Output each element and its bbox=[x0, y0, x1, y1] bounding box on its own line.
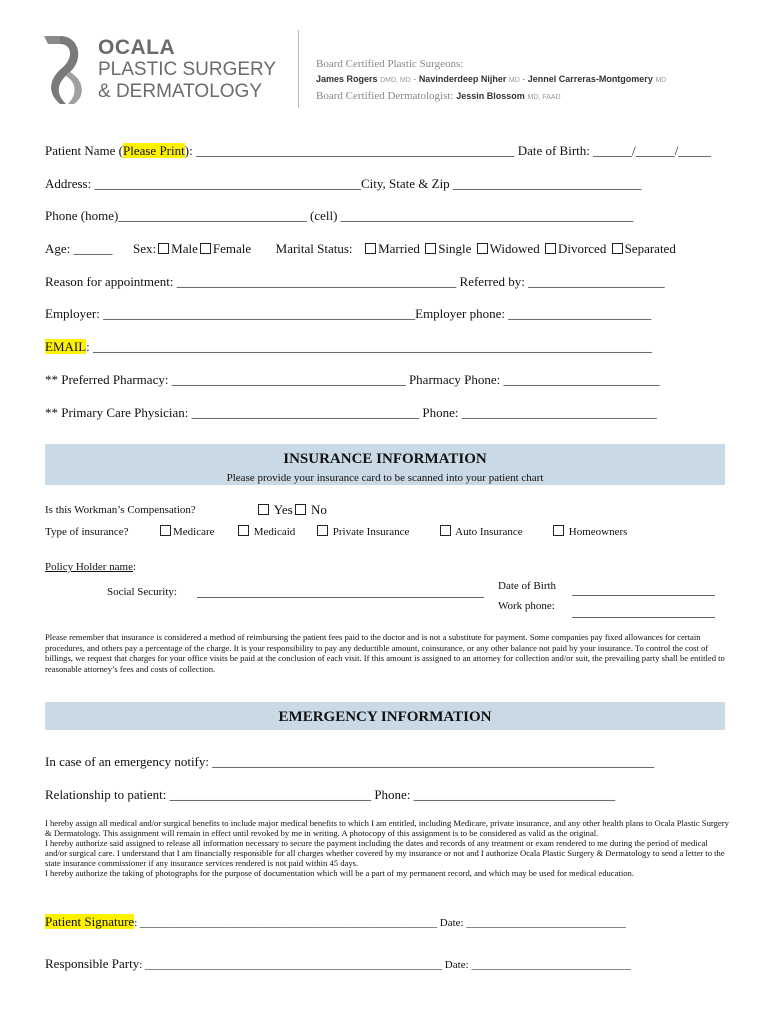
insurance-disclaimer: Please remember that insurance is considered a method of reimbursing the patient fees paid to the doctor and is not a substitute for payment. Some companies pay fixed allowances for certain procedures, and others pay a percentage of the charge. It is your responsibility to pay any deductible amount, coinsurance, or any other balance not paid by your insurance. To control the cost of billings, we request that charges for your office visits be paid at the conclusion of each visit. If this amount is assigned to an attorney for collection and/or suit, the prevailing party shall be entitled to reasonable attorney’s fees and costs of collection. bbox=[45, 632, 725, 674]
surgeon2-name: Navinderdeep Nijher bbox=[418, 74, 507, 84]
surgeon1-cred: DMD, MD bbox=[380, 77, 411, 84]
header-divider bbox=[298, 30, 299, 108]
male-checkbox[interactable] bbox=[158, 243, 169, 254]
widowed-label: Widowed bbox=[489, 241, 540, 256]
assignment-text bbox=[45, 818, 731, 878]
patient-name-row[interactable] bbox=[45, 143, 711, 159]
surgeon1-name: James Rogers bbox=[316, 74, 378, 84]
email-label: EMAIL bbox=[45, 339, 87, 354]
signature-row[interactable] bbox=[45, 914, 626, 930]
homeowners-checkbox[interactable] bbox=[553, 525, 564, 536]
male-label: Male bbox=[171, 241, 198, 256]
assignment-paragraph-2: I hereby authorize said assigned to release all information necessary to secure the payment including the dates and records of any treatment or exam rendered to me during the period of medical and/or surgical care. I understand that I am financially responsible for all charges whether covered by my insurance or not and I authorize Ocala Plastic Surgery & Dermatology to send a letter to the state insurance commissioner if any insurance services rendered is not paid within 45 days. bbox=[45, 838, 725, 868]
pharmacy-row[interactable]: ** Preferred Pharmacy: ____________________________________ Pharmacy Phone: ________________________ bbox=[45, 372, 660, 387]
ssn-label: Social Security: bbox=[107, 586, 177, 598]
surgeons-label: Board Certified Plastic Surgeons: bbox=[316, 58, 464, 70]
widowed-checkbox[interactable] bbox=[477, 243, 488, 254]
logo-line3: & DERMATOLOGY bbox=[98, 81, 262, 102]
ins-dob-field[interactable] bbox=[572, 595, 715, 596]
auto-label: Auto Insurance bbox=[455, 526, 523, 538]
surgeon2-cred: MD bbox=[508, 77, 520, 84]
separated-checkbox[interactable] bbox=[612, 243, 623, 254]
no-checkbox[interactable] bbox=[295, 504, 306, 515]
surgeon3-name: Jennel Carreras-Montgomery bbox=[527, 74, 653, 84]
please-print-highlight: Please Print bbox=[122, 143, 185, 158]
surgeon3-cred: MD bbox=[655, 77, 667, 84]
responsible-party-label: Responsible Party bbox=[45, 956, 140, 971]
work-phone-label: Work phone: bbox=[498, 600, 555, 612]
phone-row[interactable]: Phone (home)_____________________________ (cell) _____________________________________________ bbox=[45, 208, 634, 223]
divorced-label: Divorced bbox=[557, 241, 607, 256]
homeowners-option bbox=[551, 525, 627, 538]
relationship-row[interactable]: Relationship to patient: _______________________________ Phone: _______________________________ bbox=[45, 787, 616, 802]
patient-name-line[interactable]: _________________________________________________ bbox=[195, 143, 515, 158]
medicare-checkbox[interactable] bbox=[160, 525, 171, 536]
ssn-field[interactable] bbox=[197, 597, 484, 598]
patient-name-label-end: ): bbox=[184, 143, 196, 158]
email-row[interactable] bbox=[45, 339, 652, 355]
medicare-label: Medicare bbox=[173, 526, 215, 538]
policy-holder-label: Policy Holder name bbox=[45, 561, 133, 573]
divorced-checkbox[interactable] bbox=[545, 243, 556, 254]
surgeons-names bbox=[316, 74, 666, 84]
responsible-party-row[interactable] bbox=[45, 956, 631, 972]
marital-label: Marital Status: bbox=[275, 241, 353, 256]
logo-line1: OCALA bbox=[98, 36, 176, 59]
auto-checkbox[interactable] bbox=[440, 525, 451, 536]
responsible-party-line[interactable]: : ______________________________________________________ Date: _____________________________ bbox=[139, 959, 631, 971]
yes-checkbox[interactable] bbox=[258, 504, 269, 515]
separated-label: Separated bbox=[624, 241, 676, 256]
no-label: No bbox=[310, 502, 327, 517]
derm-cred: MD, FAAD bbox=[527, 94, 561, 101]
insurance-banner bbox=[45, 444, 725, 485]
swan-logo-icon bbox=[40, 32, 92, 108]
single-label: Single bbox=[438, 241, 472, 256]
policy-holder-row[interactable] bbox=[45, 561, 136, 573]
insurance-subtitle: Please provide your insurance card to be scanned into your patient chart bbox=[226, 472, 544, 484]
logo bbox=[40, 32, 290, 108]
assignment-paragraph-3: I hereby authorize the taking of photographs for the purpose of documentation which will be a part of my permanent record, and which may be used for medical education. bbox=[45, 868, 634, 878]
patient-name-label: Patient Name ( bbox=[45, 143, 123, 158]
private-option bbox=[315, 525, 409, 538]
signature-line[interactable]: : ______________________________________________________ Date: _____________________________ bbox=[134, 917, 626, 929]
policy-holder-colon: : bbox=[132, 561, 137, 573]
derm-row bbox=[316, 90, 561, 102]
private-checkbox[interactable] bbox=[317, 525, 328, 536]
workmans-options bbox=[256, 502, 327, 518]
ins-dob-label: Date of Birth bbox=[498, 580, 557, 592]
separator: · bbox=[522, 74, 526, 84]
reason-row[interactable]: Reason for appointment: ___________________________________________ Referred by: _____________________ bbox=[45, 274, 665, 289]
yes-label: Yes bbox=[273, 502, 293, 517]
medicaid-option bbox=[236, 525, 295, 538]
pcp-row[interactable]: ** Primary Care Physician: ___________________________________ Phone: ______________________________ bbox=[45, 405, 657, 420]
female-checkbox[interactable] bbox=[200, 243, 211, 254]
derm-name: Jessin Blossom bbox=[456, 91, 525, 101]
auto-option bbox=[438, 525, 523, 538]
logo-line2: PLASTIC SURGERY bbox=[98, 59, 277, 80]
sex-label: Sex: bbox=[133, 241, 157, 256]
private-label: Private Insurance bbox=[332, 526, 410, 538]
medicaid-label: Medicaid bbox=[253, 526, 296, 538]
age-field[interactable]: Age: ______ bbox=[45, 241, 113, 256]
insurance-title: INSURANCE INFORMATION bbox=[283, 451, 487, 467]
married-label: Married bbox=[378, 241, 420, 256]
address-row[interactable]: Address: _________________________________________City, State & Zip _____________________________ bbox=[45, 176, 642, 191]
emergency-banner bbox=[45, 702, 725, 730]
homeowners-label: Homeowners bbox=[568, 526, 628, 538]
married-checkbox[interactable] bbox=[365, 243, 376, 254]
email-line[interactable]: : ______________________________________________________________________________________ bbox=[86, 339, 653, 354]
single-checkbox[interactable] bbox=[425, 243, 436, 254]
assignment-paragraph-1: I hereby assign all medical and/or surgical benefits to include major medical benefits to which I am entitled, including Medicare, private insurance, and any other health plans to Ocala Plastic Surgery & Dermatology. This assignment will remain in effect until revoked by me in writing. A photocopy of this assignment is to be considered as valid as the original. bbox=[45, 818, 729, 838]
derm-label: Board Certified Dermatologist: bbox=[316, 90, 454, 102]
medicaid-checkbox[interactable] bbox=[238, 525, 249, 536]
dob-field[interactable]: Date of Birth: ______/______/_____ bbox=[514, 143, 711, 158]
medicare-option bbox=[158, 525, 215, 538]
work-phone-field[interactable] bbox=[572, 617, 715, 618]
type-label: Type of insurance? bbox=[45, 526, 129, 538]
female-label: Female bbox=[212, 241, 252, 256]
notify-row[interactable]: In case of an emergency notify: ____________________________________________________________________ bbox=[45, 754, 655, 769]
employer-row[interactable]: Employer: ________________________________________________Employer phone: ______________________ bbox=[45, 306, 652, 321]
age-row bbox=[45, 241, 676, 257]
signature-label: Patient Signature bbox=[45, 914, 135, 929]
emergency-title: EMERGENCY INFORMATION bbox=[278, 709, 492, 725]
separator: · bbox=[413, 74, 417, 84]
workmans-label: Is this Workman’s Compensation? bbox=[45, 504, 196, 516]
